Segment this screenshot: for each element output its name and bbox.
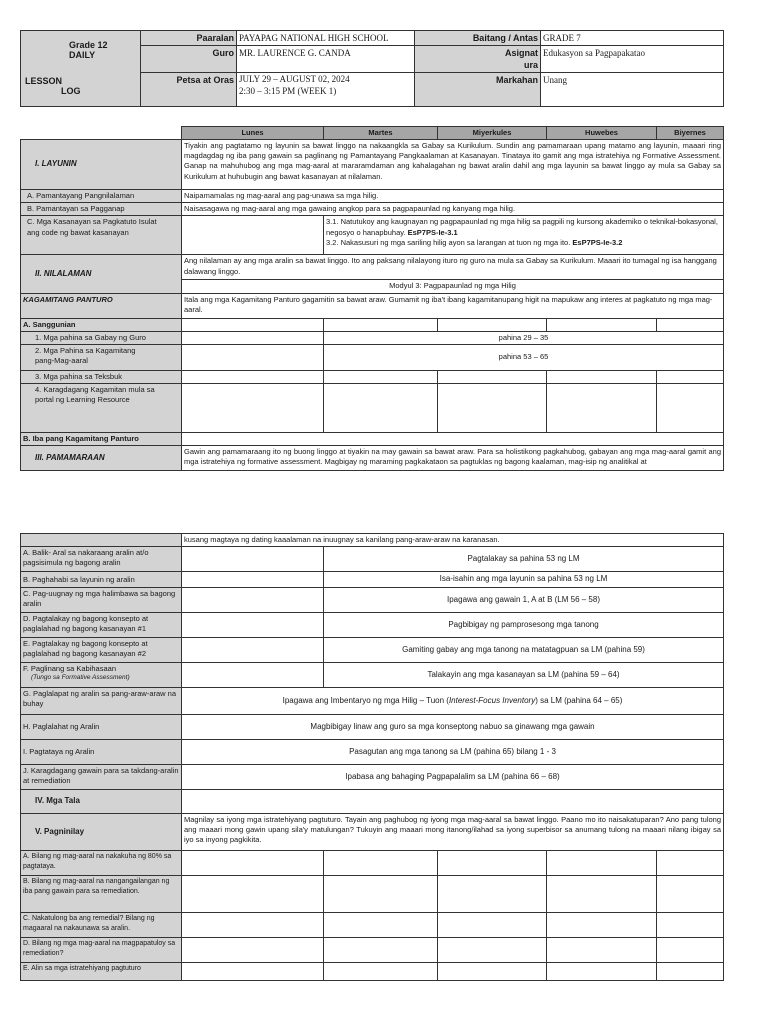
learning-resource-cell bbox=[182, 383, 324, 432]
nilalaman-text: Ang nilalaman ay ang mga aralin sa bawat linggo. Ito ang paksang nilalayong ituro ng guro na mula sa Gabay sa Kurikulum. Maaari ito tumagal ng isa hanggang dalawang linggo. bbox=[182, 255, 724, 280]
reflection-a-friday bbox=[657, 851, 724, 876]
reflection-d-wednesday bbox=[438, 938, 547, 963]
quarter-label: Markahan bbox=[415, 73, 541, 107]
balik-aral-monday bbox=[182, 547, 324, 572]
date-value: JULY 29 – AUGUST 02, 2024 bbox=[239, 74, 350, 85]
gabay-ng-guro-pages: pahina 29 – 35 bbox=[324, 331, 724, 344]
reflection-a-wednesday bbox=[438, 851, 547, 876]
learning-resource-cell bbox=[657, 383, 724, 432]
reflection-b-tuesday bbox=[324, 876, 438, 913]
paglalahat-text: Magbibigay linaw ang guro sa mga konseptong nabuo sa ginawang mga gawain bbox=[182, 715, 724, 740]
header-table bbox=[20, 30, 724, 107]
pag-uugnay-label: C. Pag-uugnay ng mga halimbawa sa bagong aralin bbox=[21, 588, 182, 613]
pagtalakay-1-label: D. Pagtalakay ng bagong konsepto at paglalahad ng bagong kasanayan #1 bbox=[21, 613, 182, 638]
reflection-d-thursday bbox=[547, 938, 657, 963]
modyul-title: Modyul 3: Pagpapaunlad ng mga Hilig bbox=[182, 280, 724, 293]
reflection-b-wednesday bbox=[438, 876, 547, 913]
pagtalakay-2-text: Gamiting gabay ang mga tanong na matatagpuan sa LM (pahina 59) bbox=[324, 638, 724, 663]
reflection-d-tuesday bbox=[324, 938, 438, 963]
grade-label: Baitang / Antas bbox=[415, 31, 541, 46]
continuation-blank bbox=[21, 534, 182, 547]
learning-resource-cell bbox=[547, 383, 657, 432]
kagamitang-pang-mag-aaral-label: 2. Mga Pahina sa Kagamitang pang-Mag-aaral bbox=[21, 344, 182, 370]
reflection-a-monday bbox=[182, 851, 324, 876]
paglalapat-label: G. Paglalapat ng aralin sa pang-araw-araw na buhay bbox=[21, 688, 182, 715]
pamamaraan-label: III. PAMAMARAAN bbox=[21, 446, 182, 471]
grade-value: GRADE 7 bbox=[541, 31, 724, 46]
kagamitang-panturo-label: KAGAMITANG PANTURO bbox=[21, 293, 182, 318]
teksbuk-cell bbox=[182, 370, 324, 383]
sanggunian-cell bbox=[657, 318, 724, 331]
iba-pang-kagamitan-cell bbox=[182, 432, 724, 445]
date-label: Petsa at Oras bbox=[141, 73, 237, 107]
kasanayan-sa-pagkatuto-text bbox=[324, 216, 724, 255]
paglalapat-text-pre: Ipagawa ang Imbentaryo ng mga Hilig – Tuon ( bbox=[282, 695, 449, 705]
pagtalakay-1-monday bbox=[182, 613, 324, 638]
layunin-text: Tiyakin ang pagtatamo ng layunin sa bawat linggo na nakaangkla sa Gabay sa Kurikulum. Sundin ang pamamaraan upang matamo ang layunin, maaari ring magdagdag ng iba pang gawain sa paglinang ng Pamantayang Pangkaalaman at Kasanayan. Tinataya ito gamit ang mga istratehiya ng Formative Assessment. Ganap na mahuhubog ang mga mag-aaral at mararamdaman ang kahalagahan ng bawat aralin dahil ang mga layunin sa bawat linggo ay mula sa Gabay sa Kurikulum at huhubugin ang bawat kasanayan at nilalaman. bbox=[182, 140, 724, 190]
day-header-wednesday: Miyerkules bbox=[438, 127, 547, 140]
reflection-c-thursday bbox=[547, 913, 657, 938]
reflection-e-tuesday bbox=[324, 963, 438, 981]
reflection-c-label: C. Nakatulong ba ang remedial? Bilang ng magaaral na nakaunawa sa aralin. bbox=[21, 913, 182, 938]
pamantayan-sa-pagganap-text: Naisasagawa ng mag-aaral ang mga gawaing angkop para sa pagpapaunlad ng kanyang mga hilig. bbox=[182, 203, 724, 216]
day-header-tuesday: Martes bbox=[324, 127, 438, 140]
kasanayan-empty-monday bbox=[182, 216, 324, 255]
day-header-monday: Lunes bbox=[182, 127, 324, 140]
pamantayang-pangnilalaman-label: A. Pamantayang Pangnilalaman bbox=[21, 190, 182, 203]
lesson-text: LESSON bbox=[25, 76, 63, 86]
learning-resource-label: 4. Karagdagang Kagamitan mula sa portal ng Learning Resource bbox=[21, 383, 182, 432]
learning-resource-cell bbox=[438, 383, 547, 432]
karagdagang-gawain-text: Ipabasa ang bahaging Pagpapalalim sa LM (pahina 66 – 68) bbox=[182, 765, 724, 790]
teacher-value: MR. LAURENCE G. CANDA bbox=[237, 46, 415, 73]
pamamaraan-text: Gawin ang pamamaraang ito ng buong linggo at tiyakin na may gawain sa bawat araw. Para sa holistikong pagkahubog, gabayan ang mga mag-aaral gamit ang mga istratehiya ng formative assessment. Magbigay ng maraming pagkakataon sa pagtuklas ng bagong kaalaman, mag-isip ng analitikal at bbox=[182, 446, 724, 471]
gabay-ng-guro-monday bbox=[182, 331, 324, 344]
paglalahat-label: H. Paglalahat ng Aralin bbox=[21, 715, 182, 740]
mga-tala-cell bbox=[182, 790, 724, 814]
kagamitang-pang-mag-aaral-monday bbox=[182, 344, 324, 370]
teksbuk-cell bbox=[547, 370, 657, 383]
reflection-c-friday bbox=[657, 913, 724, 938]
pagninilay-label: V. Pagninilay bbox=[21, 814, 182, 851]
reflection-b-thursday bbox=[547, 876, 657, 913]
paglalapat-text-post: ) sa LM (pahina 64 – 65) bbox=[535, 695, 623, 705]
reflection-d-monday bbox=[182, 938, 324, 963]
sanggunian-label: A. Sanggunian bbox=[21, 318, 182, 331]
kagamitang-panturo-text: Itala ang mga Kagamitang Panturo gagamitin sa bawat araw. Gumamit ng iba't ibang kagamitanupang higit na mapukaw ang interes at pagkatuto ng mga mag-aaral. bbox=[182, 293, 724, 318]
paglalapat-text bbox=[182, 688, 724, 715]
pagtalakay-2-label: E. Pagtalakay ng bagong konsepto at paglalahad ng bagong kasanayan #2 bbox=[21, 638, 182, 663]
pag-uugnay-text: Ipagawa ang gawain 1, A at B (LM 56 – 58) bbox=[324, 588, 724, 613]
paglinang-text: Talakayin ang mga kasanayan sa LM (pahina 59 – 64) bbox=[324, 663, 724, 688]
day-header-thursday: Huwebes bbox=[547, 127, 657, 140]
pagtataya-text: Pasagutan ang mga tanong sa LM (pahina 65) bilang 1 - 3 bbox=[182, 740, 724, 765]
school-value: PAYAPAG NATIONAL HIGH SCHOOL bbox=[237, 31, 415, 46]
kasanayan-3-1-text: 3.1. Natutukoy ang kaugnayan ng pagpapaunlad ng mga hilig sa pagpili ng kursong akademiko o teknikal-bokasyonal, negosyo o hanapbuhay. bbox=[326, 217, 718, 237]
paghahabi-label: B. Paghahabi sa layunin ng aralin bbox=[21, 572, 182, 588]
reflection-b-monday bbox=[182, 876, 324, 913]
layunin-label: I. LAYUNIN bbox=[21, 140, 182, 190]
balik-aral-text: Pagtalakay sa pahina 53 ng LM bbox=[324, 547, 724, 572]
reflection-e-wednesday bbox=[438, 963, 547, 981]
pagtataya-label: I. Pagtataya ng Aralin bbox=[21, 740, 182, 765]
lesson-plan-table-page2 bbox=[20, 533, 724, 981]
mga-tala-label: IV. Mga Tala bbox=[21, 790, 182, 814]
log-text: LOG bbox=[61, 85, 81, 96]
learning-resource-cell bbox=[324, 383, 438, 432]
reflection-e-friday bbox=[657, 963, 724, 981]
pagninilay-text: Magnilay sa iyong mga istratehiyang pagtuturo. Tayain ang paghubog ng iyong mga mag-aaral sa bawat linggo. Paano mo ito naisakatuparan? Ano pang tulong ang maaari mong gawin upang sila'y matulungan? Tukuyin ang maaari mong itanong/ilahad sa iyong superbisor sa anumang tulong na maaari nilang ibigay sa iyo sa inyong pagkikita. bbox=[182, 814, 724, 851]
subject-label: Asignatura bbox=[415, 46, 541, 73]
teksbuk-cell bbox=[657, 370, 724, 383]
day-header-friday: Biyernes bbox=[657, 127, 724, 140]
paghahabi-monday bbox=[182, 572, 324, 588]
iba-pang-kagamitan-label: B. Iba pang Kagamitang Panturo bbox=[21, 432, 182, 445]
kasanayan-3-2-code: EsP7PS-Ie-3.2 bbox=[572, 237, 623, 247]
teacher-label: Guro bbox=[141, 46, 237, 73]
time-value: 2:30 – 3:15 PM (WEEK 1) bbox=[239, 85, 337, 96]
reflection-e-thursday bbox=[547, 963, 657, 981]
paglinang-monday bbox=[182, 663, 324, 688]
reflection-d-friday bbox=[657, 938, 724, 963]
pamamaraan-continuation: kusang magtaya ng dating kaaalaman na inuugnay sa kanilang pang-araw-araw na karanasan. bbox=[182, 534, 724, 547]
reflection-a-thursday bbox=[547, 851, 657, 876]
kagamitang-pang-mag-aaral-pages: pahina 53 – 65 bbox=[324, 344, 724, 370]
lesson-plan-table-page1 bbox=[20, 126, 724, 471]
teksbuk-cell bbox=[324, 370, 438, 383]
paglinang-label: F. Paglinang sa Kabihasaan bbox=[23, 664, 116, 674]
sanggunian-cell bbox=[324, 318, 438, 331]
sanggunian-cell bbox=[182, 318, 324, 331]
daily-text: DAILY bbox=[69, 49, 96, 60]
reflection-a-tuesday bbox=[324, 851, 438, 876]
kasanayan-3-2-text: 3.2. Nakasusuri ng mga sariling hilig ayon sa larangan at tuon ng mga ito. bbox=[326, 237, 573, 247]
pagtalakay-2-monday bbox=[182, 638, 324, 663]
reflection-c-monday bbox=[182, 913, 324, 938]
reflection-b-label: B. Bilang ng mag-aaral na nangangailangan ng iba pang gawain para sa remediation. bbox=[21, 876, 182, 913]
balik-aral-label: A. Balik- Aral sa nakaraang aralin at/o pagsisimula ng bagong aralin bbox=[21, 547, 182, 572]
pag-uugnay-monday bbox=[182, 588, 324, 613]
sanggunian-cell bbox=[438, 318, 547, 331]
reflection-e-monday bbox=[182, 963, 324, 981]
kasanayan-3-1-code: EsP7PS-Ie-3.1 bbox=[407, 227, 458, 237]
blank-corner bbox=[21, 127, 182, 140]
nilalaman-label: II. NILALAMAN bbox=[21, 255, 182, 293]
quarter-value: Unang bbox=[541, 73, 724, 107]
school-label: Paaralan bbox=[141, 31, 237, 46]
grade-level-text: Grade 12 bbox=[69, 40, 108, 50]
grade-daily-lesson-log-cell bbox=[21, 31, 141, 107]
paghahabi-text: Isa-isahin ang mga layunin sa pahina 53 ng LM bbox=[324, 572, 724, 588]
reflection-c-wednesday bbox=[438, 913, 547, 938]
teksbuk-label: 3. Mga pahina sa Teksbuk bbox=[21, 370, 182, 383]
pamantayan-sa-pagganap-label: B. Pamantayan sa Pagganap bbox=[21, 203, 182, 216]
reflection-c-tuesday bbox=[324, 913, 438, 938]
reflection-a-label: A. Bilang ng mag-aaral na nakakuha ng 80% sa pagtataya. bbox=[21, 851, 182, 876]
paglinang-sublabel: (Tungo sa Formative Assessment) bbox=[31, 674, 130, 682]
reflection-e-label: E. Alin sa mga istratehiyang pagtuturo bbox=[21, 963, 182, 981]
paglalapat-text-italic: Interest-Focus Inventory bbox=[448, 695, 536, 705]
reflection-b-friday bbox=[657, 876, 724, 913]
pagtalakay-1-text: Pagbibigay ng pamprosesong mga tanong bbox=[324, 613, 724, 638]
sanggunian-cell bbox=[547, 318, 657, 331]
karagdagang-gawain-label: J. Karagdagang gawain para sa takdang-aralin at remediation bbox=[21, 765, 182, 790]
kasanayan-sa-pagkatuto-label: C. Mga Kasanayan sa Pagkatuto Isulat ang code ng bawat kasanayan bbox=[21, 216, 182, 255]
teksbuk-cell bbox=[438, 370, 547, 383]
subject-value: Edukasyon sa Pagpapakatao bbox=[541, 46, 724, 73]
reflection-d-label: D. Bilang ng mga mag-aaral na magpapatuloy sa remediation? bbox=[21, 938, 182, 963]
pamantayang-pangnilalaman-text: Naipamamalas ng mag-aaral ang pag-unawa sa mga hilig. bbox=[182, 190, 724, 203]
gabay-ng-guro-label: 1. Mga pahina sa Gabay ng Guro bbox=[21, 331, 182, 344]
